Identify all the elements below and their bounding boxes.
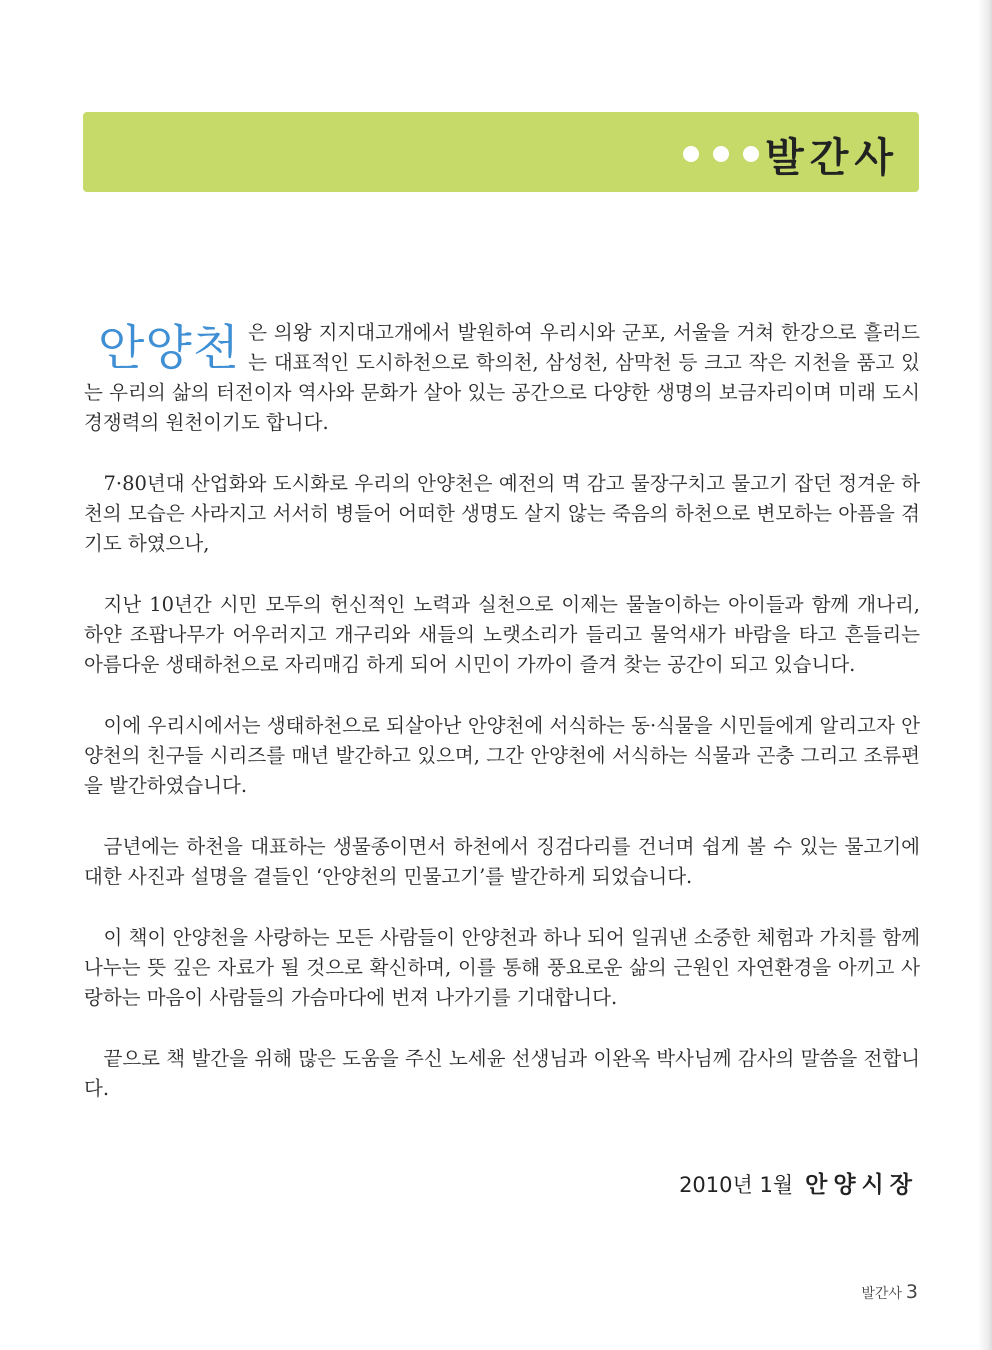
foreword-body	[84, 318, 920, 1135]
page-edge-shadow	[978, 0, 992, 1350]
header-dot-icon	[713, 146, 729, 162]
header-dot-icon	[743, 146, 759, 162]
paragraph-1	[84, 318, 920, 438]
signature-line	[679, 1166, 918, 1199]
page-footer	[861, 1281, 918, 1303]
section-header-bar	[83, 112, 919, 192]
paragraph-7: 끝으로 책 발간을 위해 많은 도움을 주신 노세윤 선생님과 이완옥 박사님께 감사의 말씀을 전합니다.	[84, 1047, 920, 1100]
page-number: 3	[905, 1281, 918, 1303]
footer-section-label: 발간사	[861, 1286, 902, 1302]
signature-name: 안양시장	[805, 1172, 918, 1198]
paragraph-5: 금년에는 하천을 대표하는 생물종이면서 하천에서 징검다리를 건너며 쉽게 볼 수 있는 물고기에 대한 사진과 설명을 곁들인 ‘안양천의 민물고기’를 발간하게 되었습니다.	[84, 835, 920, 888]
header-dots	[683, 146, 759, 162]
paragraph-2: 7·80년대 산업화와 도시화로 우리의 안양천은 예전의 멱 감고 물장구치고 물고기 잡던 정겨운 하천의 모습은 사라지고 서서히 병들어 어떠한 생명도 살지 않는 죽음의 하천으로 변모하는 아픔을 겪기도 하였으나,	[84, 472, 920, 555]
header-dot-icon	[683, 146, 699, 162]
signature-date: 2010년 1월	[679, 1173, 794, 1197]
paragraph-6: 이 책이 안양천을 사랑하는 모든 사람들이 안양천과 하나 되어 일궈낸 소중한 체험과 가치를 함께 나누는 뜻 깊은 자료가 될 것으로 확신하며, 이를 통해 풍요로운 삶의 근원인 자연환경을 아끼고 사랑하는 마음이 사람들의 가슴마다에 번져 나가기를 기대합니다.	[84, 926, 920, 1009]
paragraph-3: 지난 10년간 시민 모두의 헌신적인 노력과 실천으로 이제는 물놀이하는 아이들과 함께 개나리, 하얀 조팝나무가 어우러지고 개구리와 새들의 노랫소리가 들리고 물억새가 바람을 타고 흔들리는 아름다운 생태하천으로 자리매김 하게 되어 시민이 가까이 즐겨 찾는 공간이 되고 있습니다.	[84, 593, 920, 676]
drop-cap: 안양천	[98, 320, 241, 376]
section-title: 발간사	[765, 135, 899, 181]
paragraph-1-text: 은 의왕 지지대고개에서 발원하여 우리시와 군포, 서울을 거쳐 한강으로 흘러드는 대표적인 도시하천으로 학의천, 삼성천, 삼막천 등 크고 작은 지천을 품고 있는 우리의 삶의 터전이자 역사와 문화가 살아 있는 공간으로 다양한 생명의 보금자리이며 미래 도시경쟁력의 원천이기도 합니다.	[84, 321, 920, 434]
paragraph-4: 이에 우리시에서는 생태하천으로 되살아난 안양천에 서식하는 동·식물을 시민들에게 알리고자 안양천의 친구들 시리즈를 매년 발간하고 있으며, 그간 안양천에 서식하는 식물과 곤충 그리고 조류편을 발간하였습니다.	[84, 714, 920, 797]
